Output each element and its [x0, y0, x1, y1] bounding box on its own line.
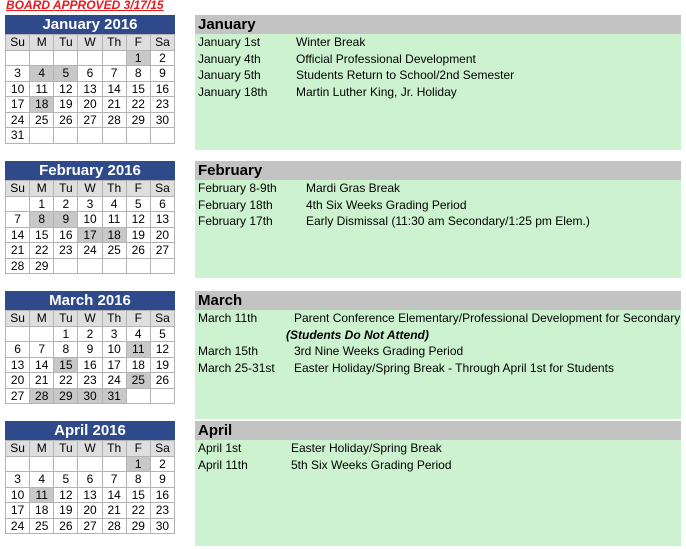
calendar-day: 11 [103, 212, 127, 228]
calendar-day: 14 [30, 358, 54, 374]
events-panel-march [195, 291, 681, 419]
calendar-empty-cell [78, 51, 102, 67]
event-date: January 5th [198, 68, 261, 82]
calendar-day: 25 [127, 373, 151, 389]
calendar-day: 8 [127, 66, 151, 82]
calendar-day: 21 [6, 243, 30, 259]
calendar-day: 4 [103, 197, 127, 213]
calendar-day: 28 [103, 113, 127, 129]
calendar-day: 3 [78, 197, 102, 213]
calendar-day: 25 [103, 243, 127, 259]
panel-title: April [195, 421, 681, 440]
calendar-empty-cell [54, 457, 78, 473]
calendar-day: 6 [6, 342, 30, 358]
event-date: February 17th [198, 214, 273, 228]
calendar-day: 26 [151, 373, 175, 389]
calendar-day: 15 [30, 228, 54, 244]
calendar-empty-cell [103, 51, 127, 67]
calendar-day: 16 [78, 358, 102, 374]
calendar-day: 12 [151, 342, 175, 358]
calendar-day: 25 [30, 113, 54, 129]
calendar-empty-cell [103, 457, 127, 473]
calendar-day: 11 [127, 342, 151, 358]
weekday-header: Sa [151, 441, 175, 457]
calendar-day: 3 [6, 472, 30, 488]
event-row [195, 310, 681, 327]
calendar-day: 2 [78, 327, 102, 343]
calendar-day: 10 [6, 82, 30, 98]
calendar-day: 30 [151, 113, 175, 129]
calendar-empty-cell [54, 128, 78, 144]
calendar-day: 5 [127, 197, 151, 213]
calendar-empty-cell [6, 197, 30, 213]
calendar-day: 22 [127, 97, 151, 113]
weekday-header: Tu [54, 181, 78, 197]
panel-title: March [195, 291, 681, 310]
calendar-empty-cell [127, 128, 151, 144]
calendar-day: 20 [78, 97, 102, 113]
calendar-day: 21 [30, 373, 54, 389]
calendar-day: 30 [78, 389, 102, 405]
events-list [195, 440, 681, 473]
calendar-day: 2 [54, 197, 78, 213]
calendar-day: 23 [151, 503, 175, 519]
calendar-day: 10 [78, 212, 102, 228]
weekday-header: M [30, 35, 54, 51]
calendar-day: 9 [151, 472, 175, 488]
weekday-header: Th [103, 181, 127, 197]
calendar-empty-cell [78, 259, 102, 275]
calendar-day: 17 [6, 503, 30, 519]
calendar-day: 26 [54, 113, 78, 129]
calendar-day: 8 [127, 472, 151, 488]
calendar-day: 1 [30, 197, 54, 213]
calendar-day: 15 [54, 358, 78, 374]
event-row [195, 84, 681, 101]
weekday-header: Su [6, 311, 30, 327]
calendar-day: 29 [54, 389, 78, 405]
calendar-day: 8 [30, 212, 54, 228]
calendar-day: 30 [151, 519, 175, 535]
calendar-day: 18 [127, 358, 151, 374]
board-approved-label: BOARD APPROVED 3/17/15 [6, 0, 164, 12]
event-row [195, 440, 681, 457]
calendar-day: 17 [78, 228, 102, 244]
calendar-empty-cell [151, 259, 175, 275]
calendar-day: 10 [6, 488, 30, 504]
weekday-header: Su [6, 181, 30, 197]
calendar-day: 8 [54, 342, 78, 358]
calendar-day: 1 [54, 327, 78, 343]
calendar-empty-cell [54, 259, 78, 275]
event-row [195, 180, 681, 197]
calendar-day: 12 [127, 212, 151, 228]
calendar-day: 23 [151, 97, 175, 113]
calendar-day: 19 [127, 228, 151, 244]
weekday-header: Th [103, 311, 127, 327]
calendar-empty-cell [30, 457, 54, 473]
event-date: February 8-9th [198, 181, 277, 195]
calendar-day: 23 [54, 243, 78, 259]
calendar-title: February 2016 [5, 161, 175, 180]
calendar-day: 5 [54, 66, 78, 82]
calendar-day: 12 [54, 82, 78, 98]
event-row [195, 51, 681, 68]
calendar-day: 18 [30, 503, 54, 519]
calendar-day: 11 [30, 82, 54, 98]
calendar-day: 24 [103, 373, 127, 389]
calendar-day: 17 [103, 358, 127, 374]
events-list [195, 34, 681, 100]
calendar-day: 31 [6, 128, 30, 144]
weekday-header: F [127, 35, 151, 51]
calendar-day: 11 [30, 488, 54, 504]
event-date: January 4th [198, 51, 261, 66]
calendar-day: 15 [127, 488, 151, 504]
calendar-day: 22 [127, 503, 151, 519]
calendar-january [5, 15, 175, 144]
calendar-day: 20 [151, 228, 175, 244]
calendar-day: 9 [151, 66, 175, 82]
event-description: Easter Holiday/Spring Break - Through April 1st for Students [294, 360, 614, 375]
calendar-day: 22 [30, 243, 54, 259]
calendar-day: 7 [6, 212, 30, 228]
panel-title: February [195, 161, 681, 180]
calendar-day: 17 [6, 97, 30, 113]
calendar-empty-cell [30, 128, 54, 144]
calendar-day: 10 [103, 342, 127, 358]
event-row [195, 457, 681, 474]
calendar-day: 28 [103, 519, 127, 535]
calendar-day: 6 [151, 197, 175, 213]
calendar-day: 13 [151, 212, 175, 228]
event-row [195, 34, 681, 51]
calendar-day: 16 [54, 228, 78, 244]
calendar-day: 24 [78, 243, 102, 259]
weekday-header: M [30, 441, 54, 457]
calendar-empty-cell [78, 128, 102, 144]
calendar-day: 19 [54, 97, 78, 113]
calendar-day: 16 [151, 82, 175, 98]
weekday-header: M [30, 181, 54, 197]
calendar-empty-cell [6, 457, 30, 473]
calendar-grid [5, 34, 175, 144]
events-panel-february [195, 161, 681, 278]
calendar-empty-cell [151, 128, 175, 144]
event-row [195, 343, 681, 360]
calendar-day: 28 [30, 389, 54, 405]
calendar-day: 26 [54, 519, 78, 535]
calendar-day: 3 [6, 66, 30, 82]
event-description: Parent Conference Elementary/Professional Development for Secondary [294, 311, 681, 325]
weekday-header: Th [103, 441, 127, 457]
calendar-day: 15 [127, 82, 151, 98]
calendar-day: 12 [54, 488, 78, 504]
calendar-day: 27 [78, 113, 102, 129]
calendar-empty-cell [54, 51, 78, 67]
calendar-empty-cell [30, 51, 54, 67]
calendar-day: 28 [6, 259, 30, 275]
weekday-header: F [127, 181, 151, 197]
event-row [195, 213, 681, 230]
event-description: Mardi Gras Break [306, 181, 401, 195]
event-row [195, 360, 681, 377]
event-row [195, 67, 681, 84]
calendar-day: 27 [78, 519, 102, 535]
calendar-day: 4 [30, 472, 54, 488]
calendar-day: 25 [30, 519, 54, 535]
event-description: Winter Break [296, 35, 366, 49]
calendar-empty-cell [151, 389, 175, 405]
calendar-title: April 2016 [5, 421, 175, 440]
calendar-empty-cell [6, 51, 30, 67]
calendar-day: 29 [30, 259, 54, 275]
calendar-day: 20 [6, 373, 30, 389]
calendar-day: 13 [6, 358, 30, 374]
calendar-day: 6 [78, 66, 102, 82]
events-list [195, 310, 681, 376]
weekday-header: Th [103, 35, 127, 51]
weekday-header: Tu [54, 441, 78, 457]
calendar-grid [5, 440, 175, 534]
calendar-day: 29 [127, 519, 151, 535]
calendar-day: 14 [103, 488, 127, 504]
event-description: 4th Six Weeks Grading Period [306, 197, 467, 212]
calendar-day: 9 [54, 212, 78, 228]
weekday-header: F [127, 311, 151, 327]
event-date: March 25-31st [198, 360, 275, 375]
calendar-day: 19 [151, 358, 175, 374]
weekday-header: F [127, 441, 151, 457]
calendar-empty-cell [30, 327, 54, 343]
calendar-day: 2 [151, 457, 175, 473]
events-list [195, 180, 681, 230]
calendar-title: January 2016 [5, 15, 175, 34]
calendar-day: 3 [103, 327, 127, 343]
calendar-day: 7 [30, 342, 54, 358]
event-description: Early Dismissal (11:30 am Secondary/1:25 pm Elem.) [306, 214, 590, 228]
calendar-day: 6 [78, 472, 102, 488]
event-date: January 18th [198, 84, 268, 99]
calendar-day: 18 [103, 228, 127, 244]
calendar-day: 24 [6, 113, 30, 129]
calendar-day: 7 [103, 472, 127, 488]
calendar-day: 18 [30, 97, 54, 113]
calendar-day: 9 [78, 342, 102, 358]
weekday-header: W [78, 181, 102, 197]
calendar-day: 5 [54, 472, 78, 488]
calendar-empty-cell [78, 457, 102, 473]
calendar-april [5, 421, 175, 534]
event-date: January 1st [198, 35, 261, 49]
calendar-day: 24 [6, 519, 30, 535]
calendar-empty-cell [103, 259, 127, 275]
calendar-title: March 2016 [5, 291, 175, 310]
calendar-day: 13 [78, 82, 102, 98]
calendar-day: 5 [151, 327, 175, 343]
event-date: April 1st [198, 441, 242, 455]
calendar-day: 4 [127, 327, 151, 343]
events-panel-april [195, 421, 681, 546]
calendar-grid [5, 180, 175, 274]
panel-title: January [195, 15, 681, 34]
calendar-march [5, 291, 175, 404]
calendar-empty-cell [6, 327, 30, 343]
event-note: (Students Do Not Attend) [286, 327, 429, 342]
calendar-day: 7 [103, 66, 127, 82]
weekday-header: Su [6, 35, 30, 51]
weekday-header: Sa [151, 35, 175, 51]
calendar-day: 16 [151, 488, 175, 504]
event-description: Students Return to School/2nd Semester [296, 68, 515, 82]
calendar-day: 27 [6, 389, 30, 405]
calendar-day: 31 [103, 389, 127, 405]
event-date: February 18th [198, 197, 273, 212]
calendar-empty-cell [127, 389, 151, 405]
weekday-header: Sa [151, 311, 175, 327]
event-description: Official Professional Development [296, 51, 476, 66]
calendar-day: 23 [78, 373, 102, 389]
calendar-day: 27 [151, 243, 175, 259]
weekday-header: M [30, 311, 54, 327]
calendar-day: 26 [127, 243, 151, 259]
event-description: Martin Luther King, Jr. Holiday [296, 84, 457, 99]
weekday-header: W [78, 311, 102, 327]
calendar-empty-cell [103, 128, 127, 144]
calendar-day: 29 [127, 113, 151, 129]
calendar-day: 21 [103, 503, 127, 519]
event-row [195, 327, 681, 344]
calendar-empty-cell [127, 259, 151, 275]
calendar-grid [5, 310, 175, 404]
calendar-day: 21 [103, 97, 127, 113]
calendar-day: 2 [151, 51, 175, 67]
weekday-header: Sa [151, 181, 175, 197]
weekday-header: W [78, 35, 102, 51]
event-description: Easter Holiday/Spring Break [291, 441, 442, 455]
calendar-day: 20 [78, 503, 102, 519]
calendar-day: 1 [127, 457, 151, 473]
weekday-header: Tu [54, 35, 78, 51]
weekday-header: Tu [54, 311, 78, 327]
event-description: 5th Six Weeks Grading Period [291, 457, 452, 472]
event-row [195, 197, 681, 214]
calendar-day: 14 [103, 82, 127, 98]
event-date: April 11th [198, 457, 248, 472]
calendar-day: 4 [30, 66, 54, 82]
weekday-header: W [78, 441, 102, 457]
event-date: March 11th [198, 311, 258, 325]
calendar-day: 19 [54, 503, 78, 519]
calendar-day: 22 [54, 373, 78, 389]
event-description: 3rd Nine Weeks Grading Period [294, 344, 464, 358]
calendar-february [5, 161, 175, 274]
calendar-day: 14 [6, 228, 30, 244]
events-panel-january [195, 15, 681, 150]
weekday-header: Su [6, 441, 30, 457]
event-date: March 15th [198, 344, 259, 358]
calendar-day: 13 [78, 488, 102, 504]
calendar-day: 1 [127, 51, 151, 67]
